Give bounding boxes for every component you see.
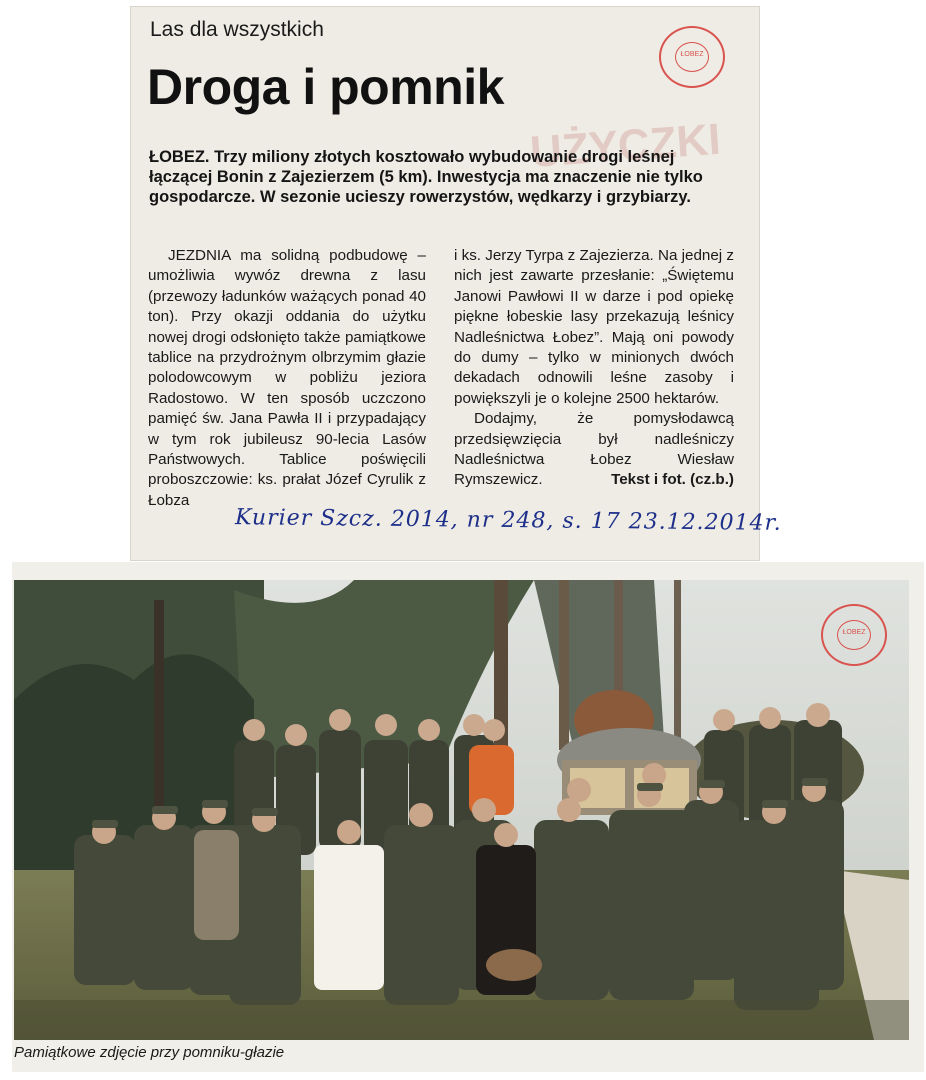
group-photo bbox=[14, 580, 909, 1040]
library-stamp bbox=[659, 26, 725, 88]
photo-caption: Pamiątkowe zdjęcie przy pomniku-głazie bbox=[14, 1044, 285, 1061]
handwritten-source-note: Kurier Szcz. 2014, nr 248, s. 17 23.12.2014r. bbox=[234, 505, 782, 536]
bleed-through-text: UŻYCZKI bbox=[528, 114, 723, 177]
forest-group-photo-image bbox=[14, 580, 909, 1040]
library-stamp-text: ŁOBEZ bbox=[842, 629, 866, 636]
body-paragraph: i ks. Jerzy Tyrpa z Zajezierza. Na jednej z nich jest zawarte przesłanie: „Świętemu Janowi Pawłowi II w darze i pod opiekę piękne łobeskie lasy przekazują leśnicy Nadleśnictwa Łobez”. Mają oni powody do dumy – tylko w minionych dwóch dekadach odnowili leśne zasoby i powiększyli je o kolejne 2500 hektarów. bbox=[454, 247, 734, 407]
body-paragraph: JEZDNIA ma solidną podbudowę – umożliwia wywóz drewna z lasu (przewozy ładunków ważących ponad 40 ton). Przy okazji oddania do użytku nowej drogi odsłonięto także pamiątkowe tablice na przydrożnym olbrzymim głazie polodowcowym w pobliżu jeziora Radostowo. W ten sposób uczczono pamięć św. Jana Pawła II i przypadający w tym rok jubileusz 90-lecia Lasów Państwowych. Tablice poświęcili proboszczowie: ks. prałat Józef Cyrulik z Łobza bbox=[148, 247, 426, 509]
article-column-1 bbox=[148, 246, 426, 511]
lead-paragraph: ŁOBEZ. Trzy miliony złotych kosztowało wybudowanie drogi leśnej łączącej Bonin z Zajezierzem (5 km). Inwestycja ma znaczenie nie tylko gospodarcze. W sezonie ucieszy rowerzystów, wędkarzy i grzybiarzy. bbox=[149, 148, 703, 206]
article-column-2 bbox=[454, 246, 734, 491]
body-paragraph: Dodajmy, że pomysłodawcą przedsięwzięcia był nadleśniczy Nadleśnictwa Łobez Wiesław Rymszewicz. Tekst i fot. (cz.b.) bbox=[454, 409, 734, 491]
author-credit: Tekst i fot. (cz.b.) bbox=[611, 471, 734, 489]
section-label: Las dla wszystkich bbox=[150, 18, 324, 41]
library-stamp bbox=[821, 604, 887, 666]
library-stamp-text: ŁOBEZ bbox=[680, 51, 704, 58]
headline: Droga i pomnik bbox=[147, 59, 504, 115]
